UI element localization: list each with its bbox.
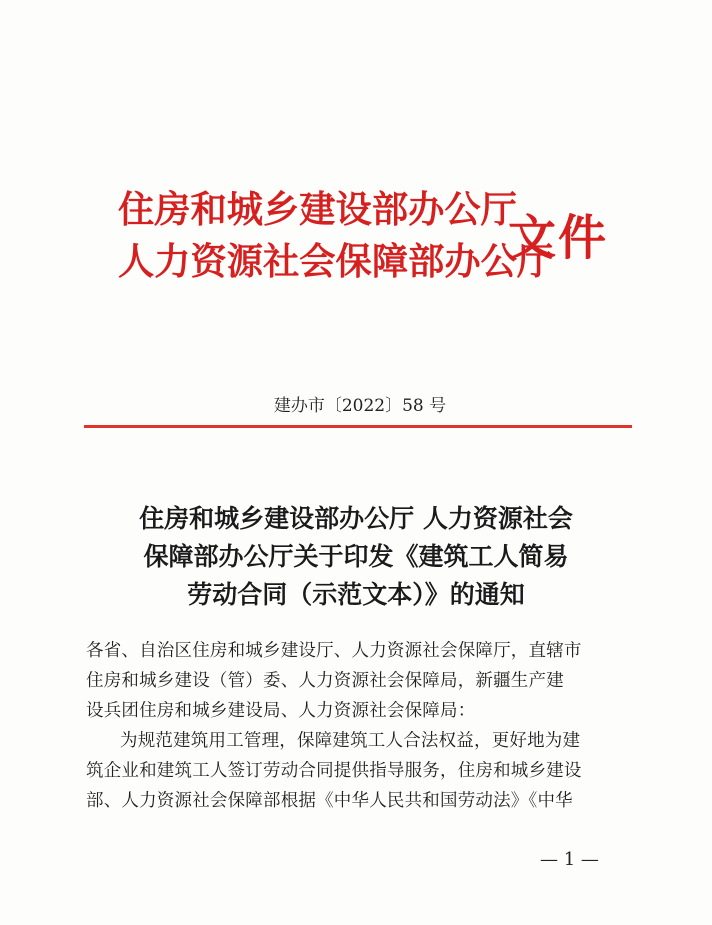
document-number: 建办市〔2022〕58 号 [273, 396, 447, 416]
document-title [100, 500, 612, 614]
addressee-line: 设兵团住房和城乡建设局、人力资源社会保障局： [86, 701, 476, 721]
issuer-name: 住房和城乡建设部办公厅 [118, 187, 517, 231]
issuer-lines [118, 186, 554, 284]
issuer-name: 人力资源社会保障部办公厅 [118, 239, 554, 283]
addressee-line: 各省、自治区住房和城乡建设厅、人力资源社会保障厅，直辖市 [86, 641, 582, 661]
title-line: 劳动合同（示范文本）》的通知 [187, 580, 525, 609]
red-masthead [118, 186, 609, 296]
body-paragraph-line: 部、人力资源社会保障部根据《中华人民共和国劳动法》《中华 [86, 791, 573, 811]
body-paragraph-line: 为规范建筑用工管理，保障建筑工人合法权益，更好地为建 [120, 731, 581, 751]
red-divider [84, 425, 632, 428]
title-line: 保障部办公厅关于印发《建筑工人简易 [143, 542, 569, 571]
document-type: 文件 [508, 210, 609, 266]
title-line: 住房和城乡建设部办公厅 人力资源社会 [139, 504, 573, 533]
document-body [86, 636, 632, 816]
addressee-line: 住房和城乡建设（管）委、人力资源社会保障局，新疆生产建 [86, 671, 564, 691]
body-paragraph-line: 筑企业和建筑工人签订劳动合同提供指导服务，住房和城乡建设 [86, 761, 582, 781]
page-number: — 1 — [540, 849, 599, 870]
